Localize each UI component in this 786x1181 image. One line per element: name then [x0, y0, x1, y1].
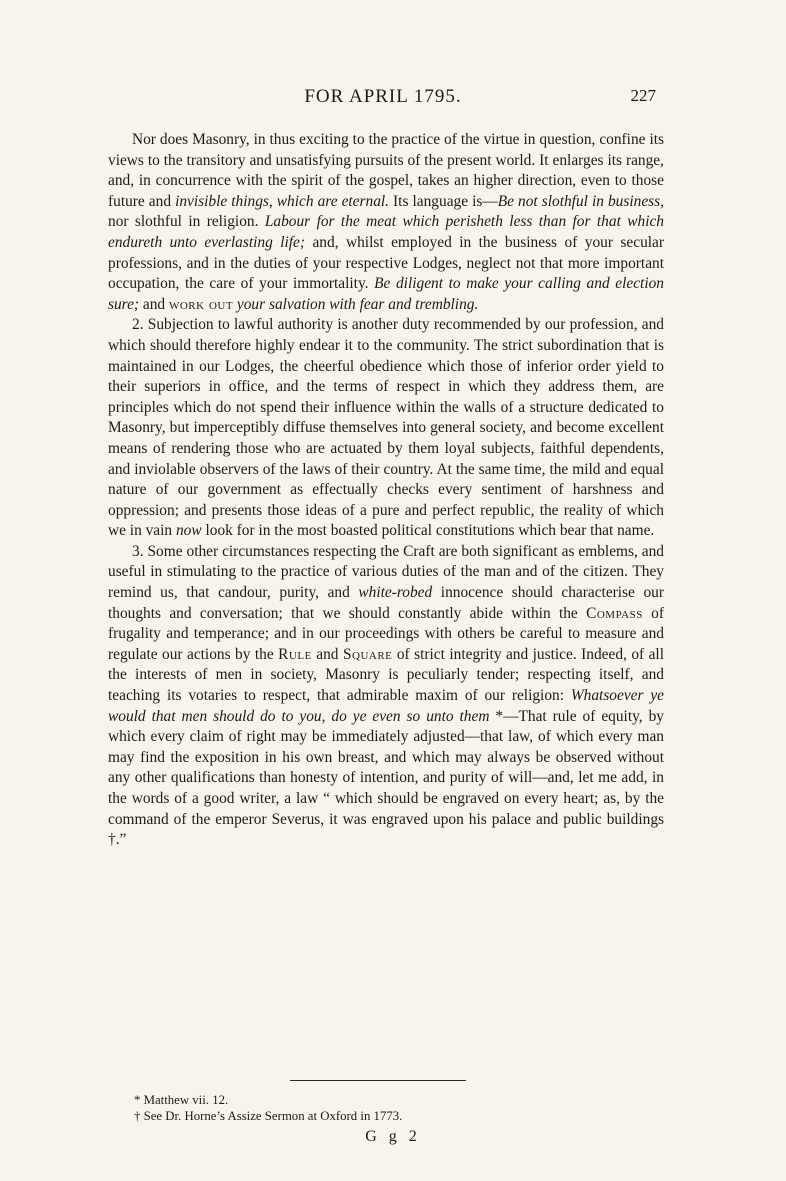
text-run: 2. Subjection to lawful authority is another duty recommended by our profession, and which should therefore highly endear it to the community. The strict subordination that is maintained in our Lodges, the cheerful obedience which those of inferior order yield to their superiors in office, and the terms of respect in which they address them, are principles which do not spend their influence within the walls of a structure dedicated to Masonry, but imperceptibly diffuse themselves into general society, and become excellent means of rendering those who are actuated by them loyal subjects, faithful dependents, and inviolable observers of the laws of their country. At the same time, the mild and equal nature of our government as effectually checks every sentiment of harshness and oppression; and presents those ideas of a pure and perfect republic, the reality of which we in vain [108, 316, 664, 540]
text-run: of frugality and temperance; and in our proceedings with others be careful to measure and regulate our actions by the [108, 604, 664, 663]
small-caps-text: work out [168, 295, 234, 313]
italic-text: now [175, 522, 202, 540]
text-run: and [139, 295, 169, 313]
text-run: Nor does Masonry, in thus exciting to the practice of the virtue in question, confine its views to the transitory and unsatisfying pursuits of the present world. It enlarges its range, and, in concurrence with the spirit of the gospel, takes an higher direction, even to those future and [108, 131, 664, 210]
small-caps-text: Rule [278, 645, 312, 663]
paragraph-2 [108, 315, 664, 542]
text-run: innocence should characterise our thoughts and conversation; that we should constantly abide within the [108, 584, 664, 622]
footnote-rule [290, 1080, 466, 1081]
italic-text: Whatsoever ye would that men should do to you, do ye even so unto them [108, 687, 664, 725]
page-number: 227 [630, 86, 656, 105]
text-run: and, whilst employed in the business of your secular professions, and in the duties of your respective Lodges, neglect not that more important occupation, the care of your immortality. [108, 233, 665, 293]
small-caps-text: Compass [586, 604, 643, 622]
text-run: of strict integrity and justice. Indeed, of all the interests of men in society, Masonry is peculiarly tender; respecting itself, and teaching its votaries to respect, that admirable maxim of our religion: [108, 645, 664, 705]
footnote-horne: † See Dr. Horne’s Assize Sermon at Oxford in 1773. [134, 1109, 403, 1123]
italic-text: white-robed [358, 584, 433, 602]
small-caps-text: Square [342, 645, 393, 663]
paragraph-3 [108, 542, 664, 851]
text-run: and [311, 645, 343, 663]
footnote-matthew: * Matthew vii. 12. [134, 1093, 229, 1107]
italic-text: Be diligent to make your calling and election sure; [108, 275, 664, 313]
signature-mark: G g 2 [365, 1128, 421, 1145]
italic-text: invisible things, which are eternal. [175, 192, 390, 210]
body-text [108, 130, 664, 851]
text-run: 3. Some other circumstances respecting the Craft are both significant as emblems, and useful in stimulating to the practice of various duties of the man and of the citizen. They remind us, that candour, purity, and [108, 542, 664, 602]
text-run: look for in the most boasted political constitutions which bear that name. [201, 522, 655, 540]
italic-text: Be not slothful in business, [497, 192, 664, 210]
paragraph-1 [108, 130, 664, 315]
text-run: nor slothful in religion. [108, 213, 265, 231]
running-title: FOR APRIL 1795. [304, 86, 462, 107]
page-header [108, 86, 658, 116]
italic-text: Labour for the meat which perisheth less than for that which endureth unto everlasting life; [108, 213, 665, 251]
footnotes [134, 1092, 646, 1124]
text-run: Its language is— [389, 192, 498, 210]
italic-text: your salvation with fear and trembling. [236, 295, 479, 313]
text-run: *—That rule of equity, by which every claim of right may be immediately adjusted—that law, of which every man may find the exposition in his own breast, and which may always be observed without any other qualifications than honesty of intention, and purity of will—and, let me add, in the words of a good writer, a law “ which should be engraved on every heart; as, by the command of the emperor Severus, it was engraved upon his palace and public buildings †.” [108, 707, 664, 849]
